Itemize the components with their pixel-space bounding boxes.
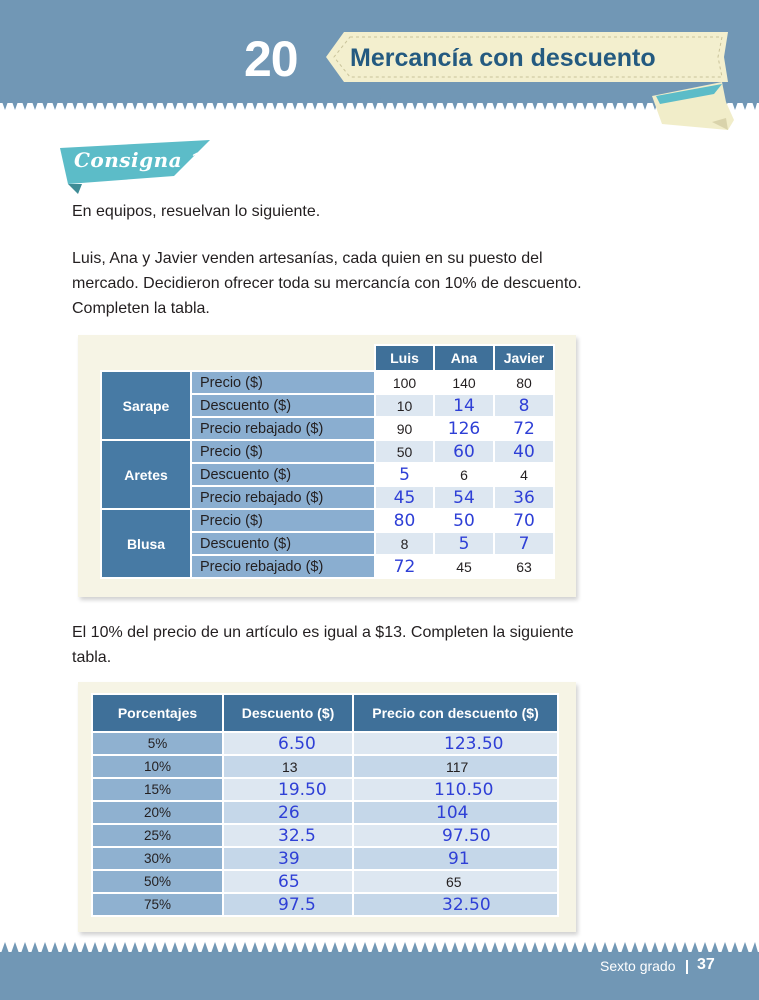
handwritten-answer: 8 bbox=[494, 394, 554, 417]
handwritten-answer: 126 bbox=[434, 417, 494, 440]
handwritten-answer: 60 bbox=[434, 440, 494, 463]
handwritten-answer: 97.50 bbox=[353, 824, 558, 847]
table-cell: 80 bbox=[494, 371, 554, 394]
row-label: Precio rebajado ($) bbox=[191, 486, 375, 509]
row-label: Descuento ($) bbox=[191, 532, 375, 555]
row-label: Precio rebajado ($) bbox=[191, 555, 375, 578]
percentage-cell: 75% bbox=[92, 893, 223, 916]
handwritten-answer: 14 bbox=[434, 394, 494, 417]
consigna-label: Consigna 1 bbox=[74, 148, 205, 172]
handwritten-answer: 19.50 bbox=[223, 778, 353, 801]
row-label: Descuento ($) bbox=[191, 463, 375, 486]
consigna-banner bbox=[60, 140, 212, 194]
table-cell: 8 bbox=[375, 532, 434, 555]
table-cell: 13 bbox=[223, 755, 353, 778]
header-zigzag-edge bbox=[0, 96, 759, 110]
discount-table bbox=[100, 344, 555, 579]
empty-corner bbox=[101, 345, 375, 371]
handwritten-answer: 40 bbox=[494, 440, 554, 463]
handwritten-answer: 36 bbox=[494, 486, 554, 509]
handwritten-answer: 72 bbox=[375, 555, 434, 578]
title-ribbon bbox=[326, 32, 728, 82]
footer-separator bbox=[686, 960, 688, 974]
handwritten-answer: 97.5 bbox=[223, 893, 353, 916]
table-cell: 10 bbox=[375, 394, 434, 417]
table-cell: 6 bbox=[434, 463, 494, 486]
row-label: Precio ($) bbox=[191, 509, 375, 532]
percentage-cell: 20% bbox=[92, 801, 223, 824]
percentage-cell: 5% bbox=[92, 732, 223, 755]
percentage-cell: 15% bbox=[92, 778, 223, 801]
table-cell: 117 bbox=[353, 755, 558, 778]
row-label: Descuento ($) bbox=[191, 394, 375, 417]
row-label: Precio ($) bbox=[191, 371, 375, 394]
problem-1-text: Luis, Ana y Javier venden artesanías, cada quien en su puesto del mercado. Decidieron ofrecer toda su mercancía con 10% de descuento. Completen la tabla. bbox=[72, 250, 582, 317]
group-blusa: Blusa bbox=[101, 509, 191, 578]
table-cell: 45 bbox=[434, 555, 494, 578]
group-sarape: Sarape bbox=[101, 371, 191, 440]
problem-2-text: El 10% del precio de un artículo es igual a $13. Completen la siguiente tabla. bbox=[72, 624, 574, 666]
column-header-luis: Luis bbox=[375, 345, 434, 371]
intro-text: En equipos, resuelvan lo siguiente. bbox=[72, 203, 321, 220]
handwritten-answer: 110.50 bbox=[353, 778, 558, 801]
percentage-cell: 10% bbox=[92, 755, 223, 778]
group-aretes: Aretes bbox=[101, 440, 191, 509]
table-cell: 100 bbox=[375, 371, 434, 394]
handwritten-answer: 6.50 bbox=[223, 732, 353, 755]
column-header-porcentajes: Porcentajes bbox=[92, 694, 223, 732]
table-cell: 50 bbox=[375, 440, 434, 463]
handwritten-answer: 80 bbox=[375, 509, 434, 532]
handwritten-answer: 5 bbox=[375, 463, 434, 486]
handwritten-answer: 50 bbox=[434, 509, 494, 532]
handwritten-answer: 65 bbox=[223, 870, 353, 893]
handwritten-answer: 32.5 bbox=[223, 824, 353, 847]
row-label: Precio ($) bbox=[191, 440, 375, 463]
handwritten-answer: 39 bbox=[223, 847, 353, 870]
handwritten-answer: 26 bbox=[223, 801, 353, 824]
footer-grade: Sexto grado bbox=[600, 958, 676, 974]
handwritten-answer: 54 bbox=[434, 486, 494, 509]
percentage-table bbox=[91, 693, 559, 917]
percentage-cell: 25% bbox=[92, 824, 223, 847]
lesson-number: 20 bbox=[244, 31, 298, 87]
column-header-ana: Ana bbox=[434, 345, 494, 371]
handwritten-answer: 7 bbox=[494, 532, 554, 555]
handwritten-answer: 5 bbox=[434, 532, 494, 555]
table-cell: 4 bbox=[494, 463, 554, 486]
handwritten-answer: 104 bbox=[353, 801, 558, 824]
row-label: Precio rebajado ($) bbox=[191, 417, 375, 440]
handwritten-answer: 123.50 bbox=[353, 732, 558, 755]
page-number: 37 bbox=[697, 956, 715, 973]
handwritten-answer: 91 bbox=[353, 847, 558, 870]
handwritten-answer: 70 bbox=[494, 509, 554, 532]
column-header-descuento: Descuento ($) bbox=[223, 694, 353, 732]
column-header-javier: Javier bbox=[494, 345, 554, 371]
table-cell: 90 bbox=[375, 417, 434, 440]
lesson-title: Mercancía con descuento bbox=[350, 44, 656, 72]
percentage-cell: 30% bbox=[92, 847, 223, 870]
handwritten-answer: 72 bbox=[494, 417, 554, 440]
handwritten-answer: 45 bbox=[375, 486, 434, 509]
table-cell: 63 bbox=[494, 555, 554, 578]
table-cell: 140 bbox=[434, 371, 494, 394]
table-cell: 65 bbox=[353, 870, 558, 893]
column-header-precio: Precio con descuento ($) bbox=[353, 694, 558, 732]
percentage-cell: 50% bbox=[92, 870, 223, 893]
handwritten-answer: 32.50 bbox=[353, 893, 558, 916]
